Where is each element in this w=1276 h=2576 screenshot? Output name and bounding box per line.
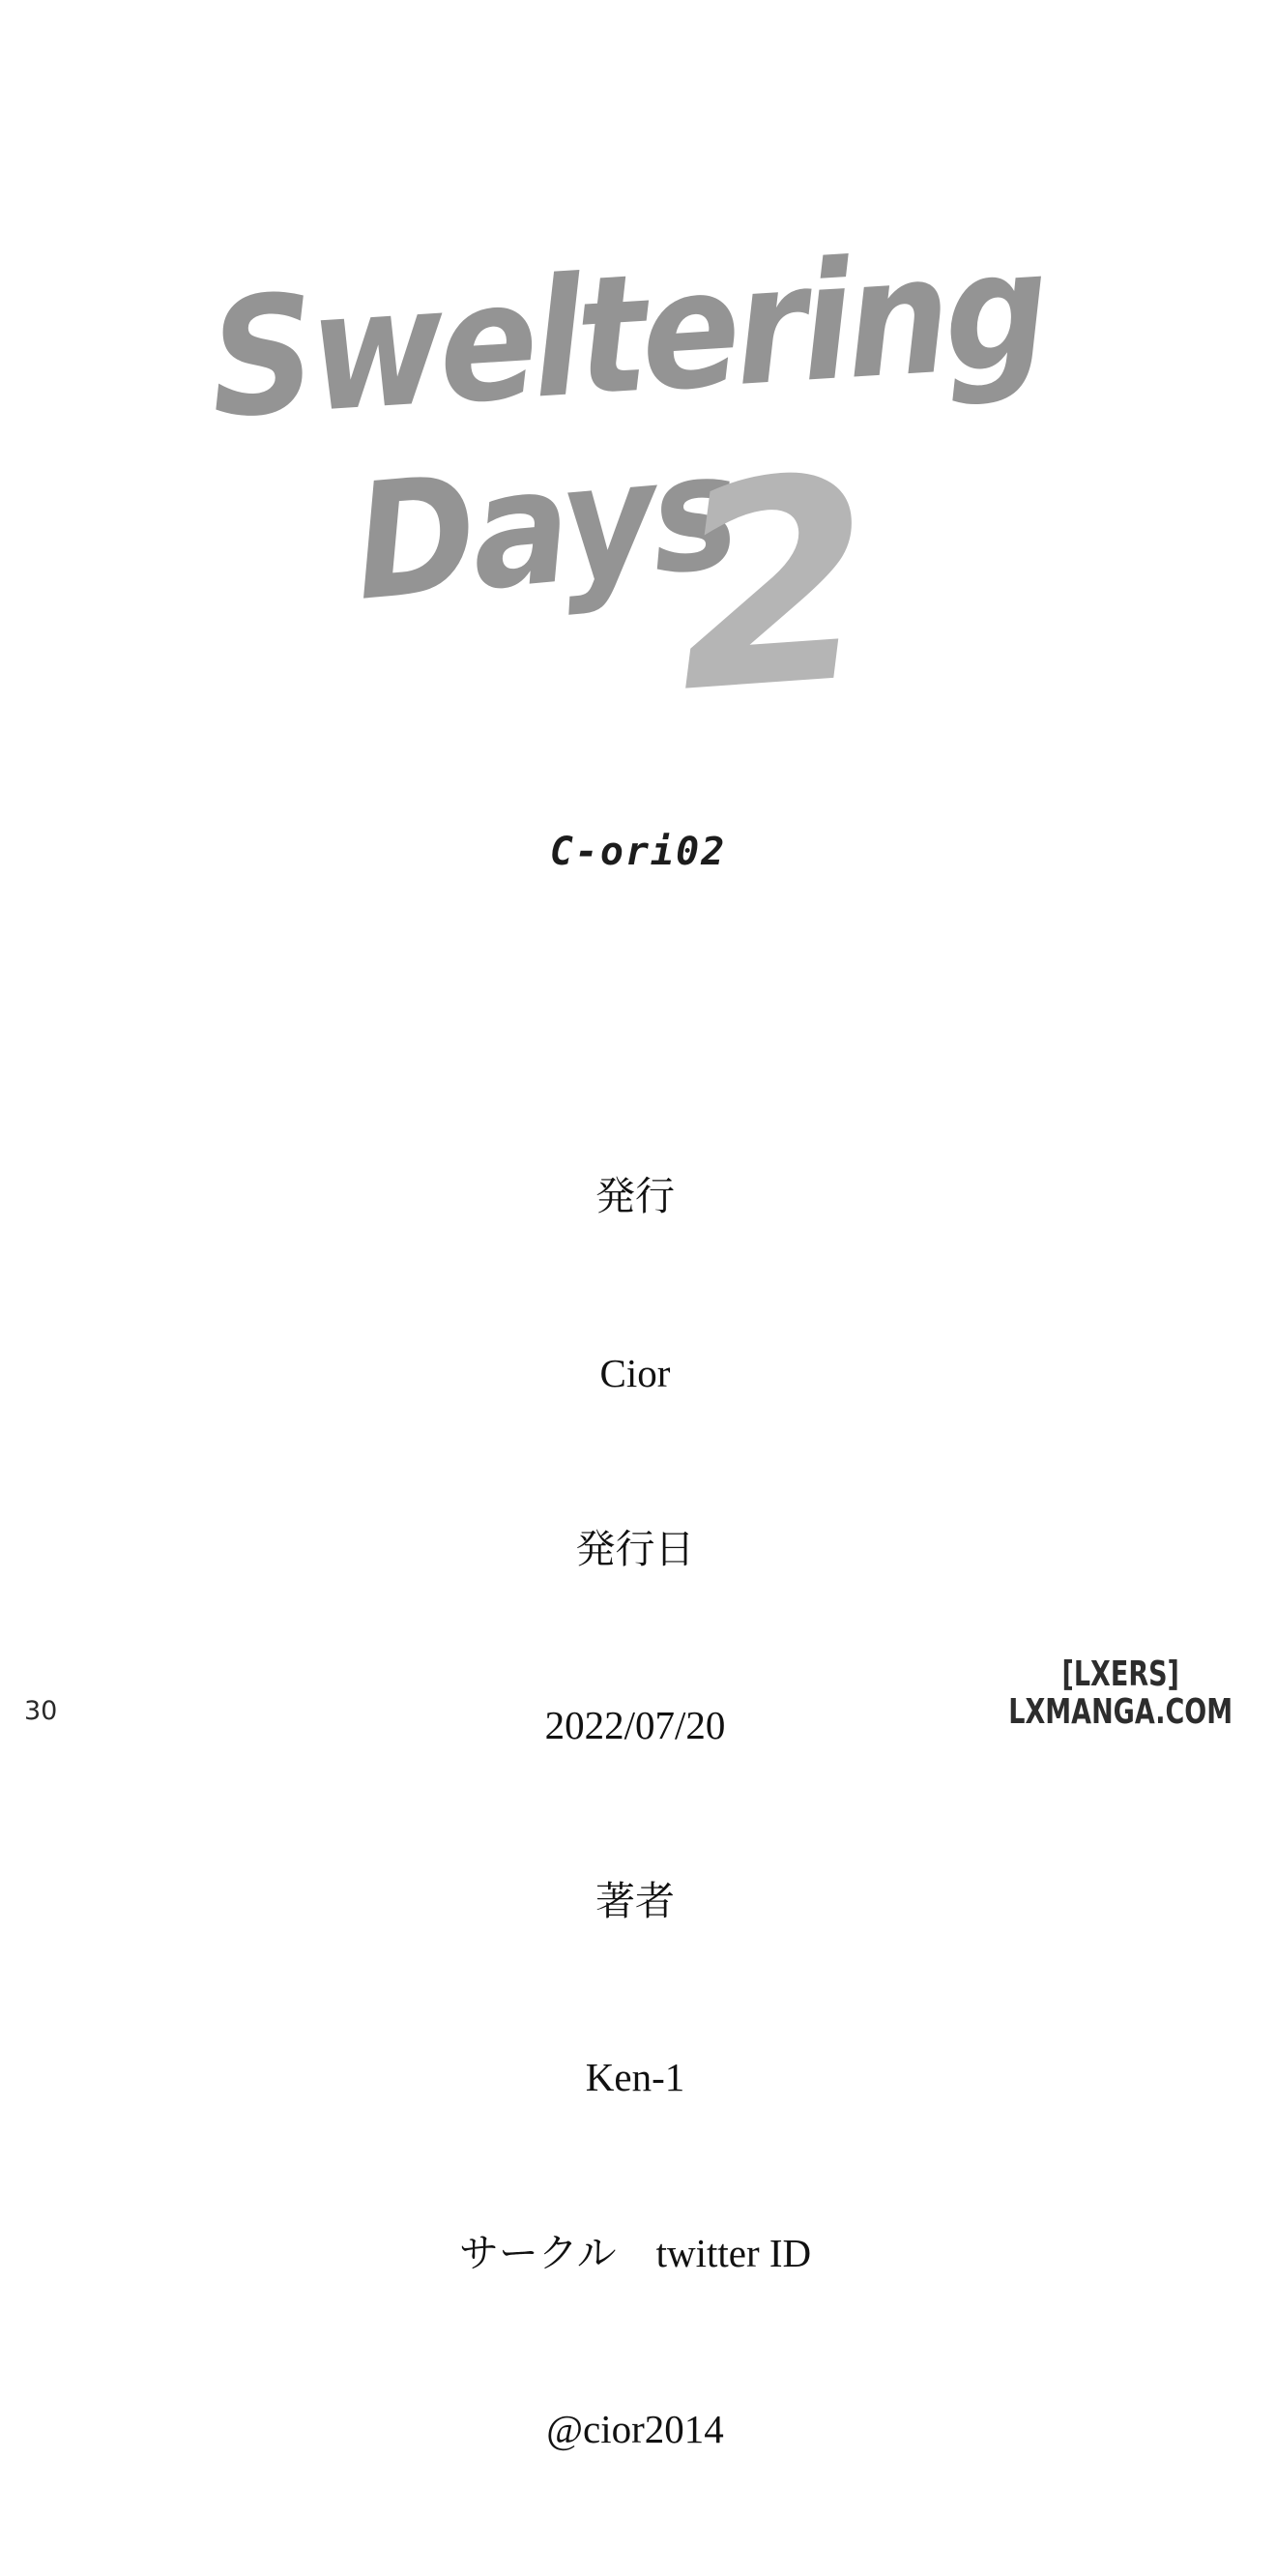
circle-twitter-id-label: サークル twitter ID [458,2231,812,2276]
publication-date-label: 発行日 [575,1526,695,1571]
page-number: 30 [24,1696,58,1726]
watermark [1008,1655,1232,1731]
publisher-label: 発行 [595,1174,675,1219]
credits-block [16,1050,1254,2576]
publisher-value: Cior [599,1350,671,1395]
title-line-2: Days [347,419,742,637]
title-numeral-2: 2 [665,416,884,755]
author-label: 著者 [595,1878,675,1923]
twitter-handle-value: @cior2014 [546,2407,724,2452]
title-line-1: Sweltering [205,216,1050,455]
publication-date-value: 2022/07/20 [544,1702,726,1747]
author-value: Ken-1 [585,2054,685,2099]
watermark-site-name: LXMANGA.COM [1008,1692,1232,1732]
watermark-group-name: [LXERS] [1061,1654,1179,1694]
subtitle-circle-code: C-ori02 [549,830,727,874]
